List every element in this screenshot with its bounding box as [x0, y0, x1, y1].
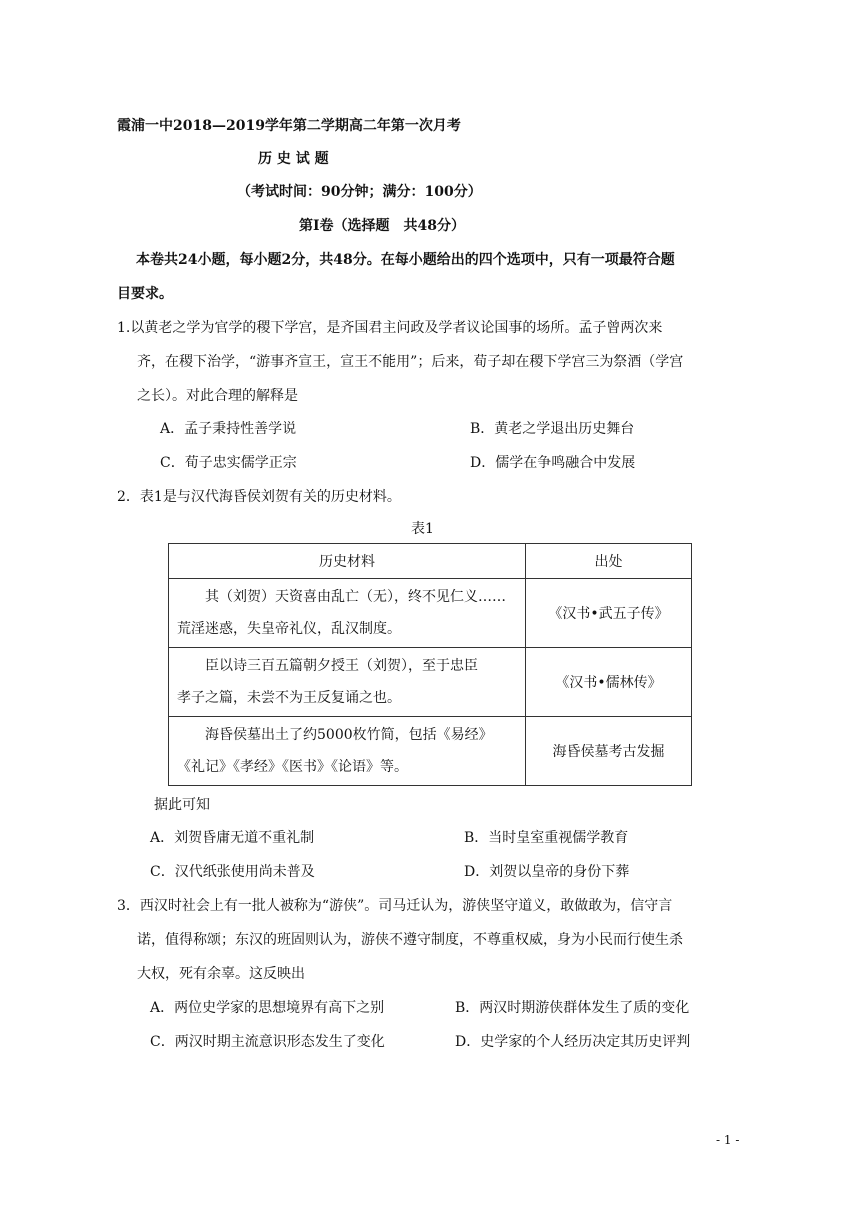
column-header-source: 出处	[526, 544, 692, 579]
question-3-option-c: C．两汉时期主流意识形态发生了变化	[150, 1034, 385, 1050]
question-3-option-a: A．两位史学家的思想境界有高下之别	[150, 1000, 385, 1016]
material-cell	[169, 717, 526, 786]
source-cell: 海昏侯墓考古发掘	[526, 717, 692, 786]
question-3-option-d: D．史学家的个人经历决定其历史评判	[455, 1034, 691, 1050]
exam-title: 霞浦一中2018—2019学年第二学期高二年第一次月考	[117, 118, 461, 134]
question-1-line-3: 之长）。对此合理的解释是	[137, 388, 298, 404]
question-2-option-c: C．汉代纸张使用尚未普及	[150, 864, 315, 880]
source-cell: 《汉书•武五子传》	[526, 579, 692, 648]
instructions-line-2: 目要求。	[117, 286, 173, 302]
material-text: 《礼记》《孝经》《医书》《论语》等。	[177, 759, 408, 775]
table-row	[169, 648, 692, 717]
question-1-line-1: 1.以黄老之学为官学的稷下学宫，是齐国君主问政及学者议论国事的场所。孟子曾两次来	[117, 320, 663, 336]
question-1-option-d: D．儒学在争鸣融合中发展	[470, 455, 636, 471]
question-2-stem: 2．表1是与汉代海昏侯刘贺有关的历史材料。	[117, 489, 401, 505]
question-3-line-2: 诺，值得称颂；东汉的班固则认为，游侠不遵守制度，不尊重权威，身为小民而行使生杀	[137, 932, 683, 948]
question-2-option-d: D．刘贺以皇帝的身份下葬	[464, 864, 630, 880]
question-3-line-1: 3．西汉时社会上有一批人被称为“游侠”。司马迁认为，游侠坚守道义，敢做敢为，信守言	[117, 898, 673, 914]
material-text: 臣以诗三百五篇朝夕授王（刘贺），至于忠臣	[205, 658, 478, 674]
column-header-material: 历史材料	[169, 544, 526, 579]
material-cell	[169, 648, 526, 717]
question-1-option-a: A．孟子秉持性善学说	[160, 421, 297, 437]
question-1-option-b: B．黄老之学退出历史舞台	[470, 421, 635, 437]
instructions-line-1: 本卷共24小题，每小题2分，共48分。在每小题给出的四个选项中，只有一项最符合题	[136, 252, 675, 268]
question-2-lead: 据此可知	[154, 797, 210, 813]
material-cell	[169, 579, 526, 648]
table-header-row	[169, 544, 692, 579]
exam-info: （考试时间：90分钟；满分：100分）	[237, 184, 482, 200]
question-2-option-a: A．刘贺昏庸无道不重礼制	[150, 830, 315, 846]
section-title: 第Ⅰ卷（选择题 共48分）	[299, 218, 466, 234]
source-cell: 《汉书•儒林传》	[526, 648, 692, 717]
material-text: 孝子之篇，未尝不为王反复诵之也。	[177, 690, 401, 706]
question-1-line-2: 齐，在稷下治学，“游事齐宣王，宣王不能用”；后来，荀子却在稷下学宫三为祭酒（学宫	[137, 354, 684, 370]
question-1-option-c: C．荀子忠实儒学正宗	[160, 455, 297, 471]
question-3-line-3: 大权，死有余辜。这反映出	[137, 966, 305, 982]
subject-title: 历 史 试 题	[258, 151, 329, 167]
question-3-option-b: B．两汉时期游侠群体发生了质的变化	[455, 1000, 690, 1016]
material-text: 其（刘贺）天资喜由乱亡（无），终不见仁义……	[205, 589, 506, 605]
table-caption: 表1	[411, 521, 434, 537]
material-text: 荒淫迷惑，失皇帝礼仪，乱汉制度。	[177, 621, 401, 637]
material-text: 海昏侯墓出土了约5000枚竹简，包括《易经》	[205, 727, 493, 743]
table-row	[169, 579, 692, 648]
question-2-option-b: B．当时皇室重视儒学教育	[464, 830, 629, 846]
page-number: - 1 -	[716, 1133, 740, 1147]
history-materials-table	[168, 543, 692, 786]
table-row	[169, 717, 692, 786]
